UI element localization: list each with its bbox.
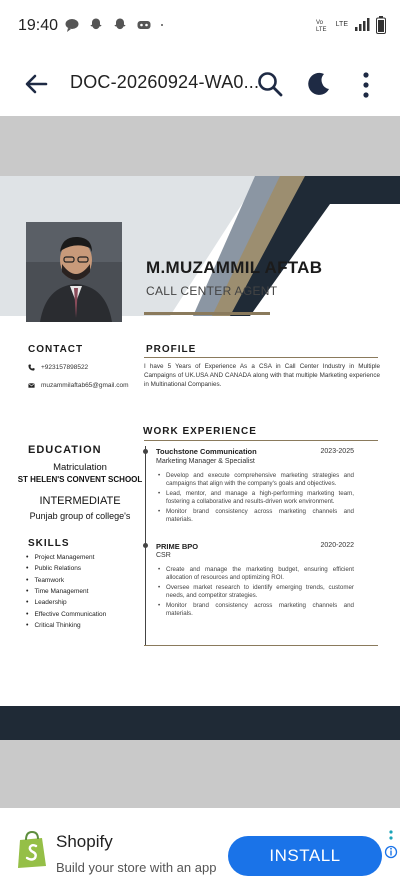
gamepad-icon bbox=[136, 17, 152, 33]
job-bullet: • Monitor brand consistency across marketing channels and materials. bbox=[158, 508, 354, 525]
resume-name: M.MUZAMMIL AFTAB bbox=[146, 258, 323, 277]
phone-number: +923157898522 bbox=[41, 364, 89, 371]
education-school-1: ST HELEN'S CONVENT SCHOOL bbox=[17, 475, 143, 484]
document-title: DOC-20260924-WA0... bbox=[70, 72, 260, 92]
email-address: muzammilaftab65@gmail.com bbox=[41, 382, 129, 389]
lte-label: LTE bbox=[335, 21, 348, 28]
phone-icon bbox=[28, 364, 35, 371]
skill-item: • Critical Thinking bbox=[26, 620, 106, 631]
timeline-dot bbox=[143, 543, 148, 548]
ad-subtitle[interactable]: Build your store with an app bbox=[56, 860, 217, 875]
email-icon bbox=[28, 382, 35, 389]
profile-divider bbox=[144, 357, 378, 358]
ad-banner[interactable] bbox=[0, 808, 400, 888]
contact-heading: CONTACT bbox=[28, 344, 84, 355]
contact-phone bbox=[28, 364, 88, 371]
document-page[interactable] bbox=[0, 176, 400, 740]
job-bullets bbox=[158, 472, 354, 525]
skills-list bbox=[26, 552, 106, 631]
snapchat-icon-2 bbox=[112, 17, 128, 33]
skills-heading: SKILLS bbox=[28, 538, 70, 549]
education-school-2: Punjab group of college's bbox=[29, 511, 131, 521]
education-heading: EDUCATION bbox=[28, 444, 102, 456]
job-title: Marketing Manager & Specialist bbox=[156, 458, 255, 465]
skill-item: • Project Management bbox=[26, 552, 106, 563]
skill-item: • Public Relations bbox=[26, 563, 106, 574]
job-dates: 2023-2025 bbox=[320, 448, 354, 455]
job-company: PRIME BPO bbox=[156, 542, 199, 551]
skill-item: • Teamwork bbox=[26, 575, 106, 586]
job-bullet: • Develop and execute comprehensive marketing strategies and campaigns that align with the company's goals and objectives. bbox=[158, 472, 354, 489]
search-icon[interactable] bbox=[256, 70, 284, 98]
work-divider bbox=[144, 440, 378, 441]
timeline-dot bbox=[143, 449, 148, 454]
svg-text:Vo: Vo bbox=[315, 20, 323, 26]
page-footer-band bbox=[0, 706, 400, 740]
job-bullet: • Monitor brand consistency across marketing channels and materials. bbox=[158, 602, 354, 619]
ad-info-icon[interactable] bbox=[384, 828, 398, 868]
battery-icon bbox=[376, 16, 386, 34]
back-arrow-icon[interactable] bbox=[20, 68, 52, 100]
skill-item: • Time Management bbox=[26, 586, 106, 597]
night-mode-moon-icon[interactable] bbox=[304, 70, 332, 98]
profile-heading: PROFILE bbox=[146, 344, 197, 355]
profile-text: I have 5 Years of Experience As a CSA in Call Center Industry in Multiple Campaigns of UK.USA AND CANADA along with that multiple Marketing experience in Multinational Companies. bbox=[144, 363, 380, 388]
skill-item: • Leadership bbox=[26, 597, 106, 608]
install-button[interactable]: INSTALL bbox=[228, 836, 382, 876]
skill-item: • Effective Communication bbox=[26, 608, 106, 619]
job-bullet: • Oversee market research to identify emerging trends, customer needs, and competitor strategies. bbox=[158, 584, 354, 601]
job-title: CSR bbox=[156, 552, 171, 559]
education-degree-1: Matriculation bbox=[53, 462, 107, 473]
work-experience-heading: WORK EXPERIENCE bbox=[143, 426, 257, 437]
status-time: 19:40 bbox=[18, 17, 59, 34]
job-bullets bbox=[158, 566, 354, 619]
profile-photo bbox=[26, 222, 122, 322]
shopify-logo-icon[interactable] bbox=[14, 830, 50, 870]
chat-bubble-icon bbox=[64, 17, 80, 33]
dot-icon bbox=[160, 17, 168, 33]
bottom-divider bbox=[144, 645, 378, 646]
ad-title[interactable]: Shopify bbox=[56, 832, 113, 851]
name-underline bbox=[144, 312, 270, 315]
system-icons bbox=[316, 16, 386, 34]
svg-text:LTE: LTE bbox=[315, 27, 327, 32]
status-bar bbox=[0, 0, 400, 52]
volte-icon bbox=[316, 18, 330, 32]
app-bar bbox=[0, 52, 400, 116]
job-bullet: • Create and manage the marketing budget, ensuring efficient allocation of resources and optimizing ROI. bbox=[158, 566, 354, 583]
snapchat-icon bbox=[88, 17, 104, 33]
job-bullet: • Lead, mentor, and manage a high-performing marketing team, fostering a collaborative and results-driven work environment. bbox=[158, 490, 354, 507]
job-company: Touchstone Communication bbox=[156, 447, 257, 456]
contact-email bbox=[28, 382, 129, 389]
job-dates: 2020-2022 bbox=[320, 542, 354, 549]
notification-icons bbox=[64, 17, 168, 33]
more-options-icon[interactable] bbox=[354, 70, 378, 100]
signal-icon bbox=[354, 18, 370, 32]
education-degree-2: INTERMEDIATE bbox=[39, 495, 121, 507]
resume-role: CALL CENTER AGENT bbox=[146, 284, 278, 298]
